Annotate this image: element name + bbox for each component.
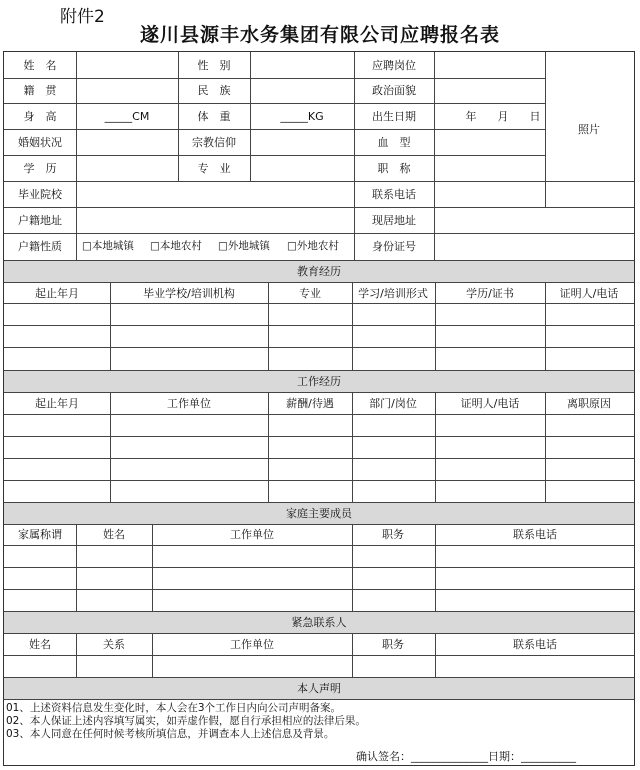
edu-col-school: 毕业学校/培训机构 xyxy=(143,287,235,300)
emergency-col-name: 姓名 xyxy=(29,638,51,651)
work-col-salary: 薪酬/待遇 xyxy=(286,397,334,410)
work-col-period: 起止年月 xyxy=(35,397,79,410)
declaration-item-2: 02、本人保证上述内容填写属实，如弄虚作假，愿自行承担相应的法律后果。 xyxy=(6,715,366,727)
weight-unit: _____KG xyxy=(280,110,324,123)
height-unit: _____CM xyxy=(104,110,150,123)
height-label: 身 高 xyxy=(23,110,57,123)
work-section-title: 工作经历 xyxy=(297,375,341,388)
work-col-employer: 工作单位 xyxy=(167,397,211,410)
work-col-department: 部门/岗位 xyxy=(369,397,417,410)
family-col-title: 职务 xyxy=(382,528,404,541)
family-col-phone: 联系电话 xyxy=(513,528,557,541)
weight-label: 体 重 xyxy=(197,110,231,123)
emergency-col-phone: 联系电话 xyxy=(513,638,557,651)
edu-col-degree: 学历/证书 xyxy=(466,287,514,300)
emergency-col-employer: 工作单位 xyxy=(230,638,274,651)
hukou-type-label: 户籍性质 xyxy=(18,240,62,253)
phone-label: 联系电话 xyxy=(372,188,416,201)
education-level-label: 学 历 xyxy=(23,162,57,175)
photo-placeholder: 照片 xyxy=(578,123,600,136)
emergency-col-relation: 关系 xyxy=(103,638,125,651)
edu-col-reference: 证明人/电话 xyxy=(559,287,619,300)
major-label: 专 业 xyxy=(197,162,231,175)
emergency-section-title: 紧急联系人 xyxy=(291,616,347,629)
declaration-section-title: 本人声明 xyxy=(297,682,341,695)
work-col-reference: 证明人/电话 xyxy=(460,397,520,410)
family-col-employer: 工作单位 xyxy=(230,528,274,541)
edu-col-study-form: 学习/培训形式 xyxy=(358,287,428,300)
hukou-option-local-urban[interactable]: □本地城镇 xyxy=(82,240,134,252)
emergency-col-title: 职务 xyxy=(382,638,404,651)
hukou-option-local-rural[interactable]: □本地农村 xyxy=(150,240,202,252)
family-section-title: 家庭主要成员 xyxy=(286,507,352,520)
hukou-address-label: 户籍地址 xyxy=(18,214,62,227)
form-title: 遂川县源丰水务集团有限公司应聘报名表 xyxy=(139,24,500,46)
hukou-option-nonlocal-rural[interactable]: □外地农村 xyxy=(287,240,339,252)
edu-col-period: 起止年月 xyxy=(35,287,79,300)
day-label: 日 xyxy=(529,110,541,123)
name-label: 姓 名 xyxy=(23,59,57,72)
declaration-item-3: 03、本人同意在任何时候考核所填信息，并调查本人上述信息及背景。 xyxy=(6,728,335,740)
year-label: 年 xyxy=(465,110,477,123)
blood-type-label: 血 型 xyxy=(377,136,411,149)
ethnicity-label: 民 族 xyxy=(197,84,231,97)
native-place-label: 籍 贯 xyxy=(23,84,57,97)
family-col-relation: 家属称谓 xyxy=(18,528,62,541)
hukou-option-nonlocal-urban[interactable]: □外地城镇 xyxy=(218,240,270,252)
declaration-item-1: 01、上述资料信息发生变化时，本人会在3个工作日内向公司声明备案。 xyxy=(6,702,342,714)
family-col-name: 姓名 xyxy=(103,528,125,541)
gender-label: 性 别 xyxy=(197,59,231,72)
marital-status-label: 婚姻状况 xyxy=(18,136,62,149)
id-number-label: 身份证号 xyxy=(372,240,416,253)
position-label: 应聘岗位 xyxy=(372,59,416,72)
attachment-label: 附件2 xyxy=(60,7,105,27)
signature-date-line[interactable]: 确认签名：______________日期：__________ xyxy=(356,750,576,763)
school-label: 毕业院校 xyxy=(18,188,62,201)
birth-date-label: 出生日期 xyxy=(372,110,416,123)
political-status-label: 政治面貌 xyxy=(372,84,416,97)
religion-label: 宗教信仰 xyxy=(192,136,236,149)
edu-col-major: 专业 xyxy=(299,287,321,300)
professional-title-label: 职 称 xyxy=(377,162,411,175)
work-col-leave-reason: 离职原因 xyxy=(567,397,611,410)
education-section-title: 教育经历 xyxy=(297,265,341,278)
current-address-label: 现居地址 xyxy=(372,214,416,227)
month-label: 月 xyxy=(497,110,509,123)
